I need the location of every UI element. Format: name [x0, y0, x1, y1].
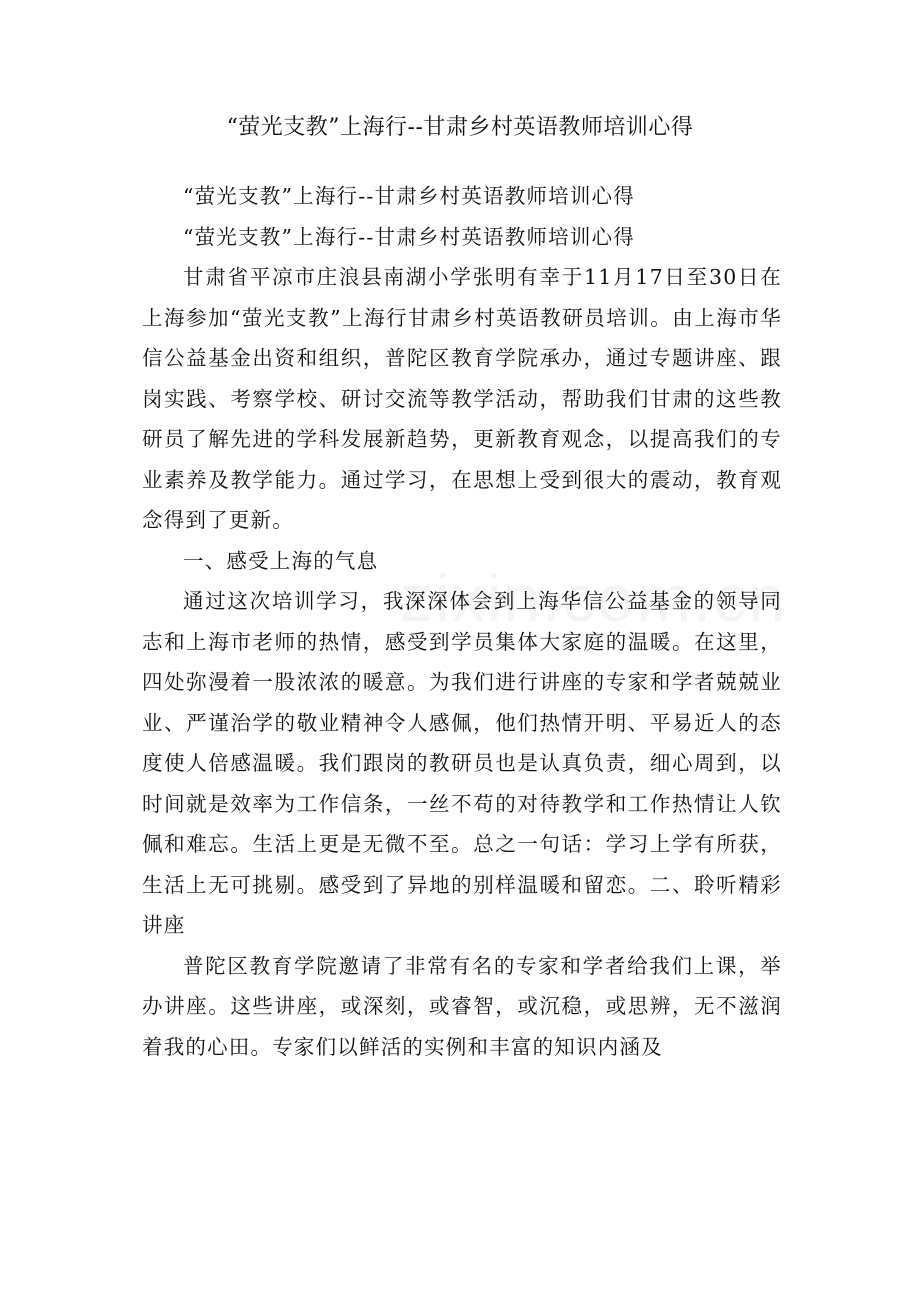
paragraph-section-1: 通过这次培训学习，我深深体会到上海华信公益基金的领导同志和上海市老师的热情，感受到学员集体大家庭的温暖。在这里，四处弥漫着一股浓浓的暖意。为我们进行讲座的专家和学者兢兢业业、严谨治学的敬业精神令人感佩，他们热情开明、平易近人的态度使人倍感温暖。我们跟岗的教研员也是认真负责，细心周到，以时间就是效率为工作信条，一丝不苟的对待教学和工作热情让人钦佩和难忘。生活上更是无微不至。总之一句话：学习上学有所获，生活上无可挑剔。感受到了异地的别样温暖和留恋。二、聆听精彩讲座	[142, 589, 782, 937]
paragraph-section-2: 普陀区教育学院邀请了非常有名的专家和学者给我们上课，举办讲座。这些讲座，或深刻，或睿智，或沉稳，或思辨，无不滋润着我的心田。专家们以鲜活的实例和丰富的知识内涵及	[142, 953, 782, 1059]
document-body	[142, 176, 782, 1067]
paragraph-repeat-title-2: “萤光支教”上海行--甘肃乡村英语教师培训心得	[183, 224, 635, 249]
document-title: “萤光支教”上海行--甘肃乡村英语教师培训心得	[226, 115, 694, 140]
paragraph-repeat-title-1: “萤光支教”上海行--甘肃乡村英语教师培训心得	[183, 184, 635, 208]
section-heading-1: 一、感受上海的气息	[183, 548, 379, 573]
paragraph-intro: 甘肃省平凉市庄浪县南湖小学张明有幸于11月17日至30日在上海参加“萤光支教”上海行甘肃乡村英语教研员培训。由上海市华信公益基金出资和组织，普陀区教育学院承办，通过专题讲座、跟岗实践、考察学校、研讨交流等教学活动，帮助我们甘肃的这些教研员了解先进的学科发展新趋势，更新教育观念，以提高我们的专业素养及教学能力。通过学习，在思想上受到很大的震动，教育观念得到了更新。	[142, 265, 782, 532]
